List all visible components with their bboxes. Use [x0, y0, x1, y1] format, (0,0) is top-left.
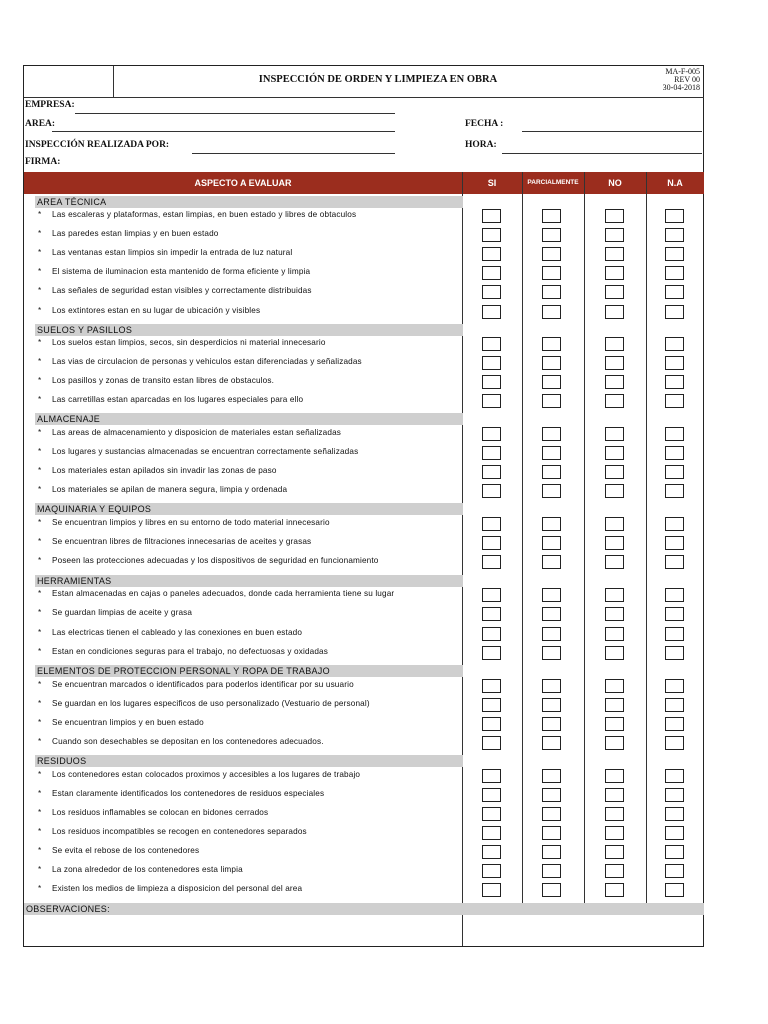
checklist-item-text: Las ventanas estan limpios sin impedir la entrada de luz natural [52, 248, 293, 257]
checklist-item [38, 864, 243, 876]
checkbox-no[interactable] [605, 465, 624, 479]
bullet: * [38, 699, 42, 708]
section-header: SUELOS Y PASILLOS [35, 324, 463, 336]
checklist-item [38, 247, 292, 259]
bullet: * [38, 357, 42, 366]
firma-label: FIRMA: [25, 157, 61, 167]
bullet: * [38, 718, 42, 727]
section-header: ALMACENAJE [35, 413, 463, 425]
checkbox-no[interactable] [605, 646, 624, 660]
checkbox-na[interactable] [665, 337, 684, 351]
checkbox-parcialmente[interactable] [542, 588, 561, 602]
checkbox-si[interactable] [482, 356, 501, 370]
bullet: * [38, 556, 42, 565]
checkbox-parcialmente[interactable] [542, 266, 561, 280]
checklist-item-text: Se encuentran limpios y libres en su entorno de todo material innecesario [52, 518, 330, 527]
checkbox-si[interactable] [482, 883, 501, 897]
checkbox-na[interactable] [665, 826, 684, 840]
empresa-label: EMPRESA: [25, 100, 75, 110]
form-code: MA-F-005 [665, 67, 700, 76]
header-no: NO [608, 178, 622, 188]
checkbox-no[interactable] [605, 826, 624, 840]
checklist-item [38, 465, 277, 477]
checkbox-no[interactable] [605, 394, 624, 408]
checklist-item-text: Las areas de almacenamiento y disposicion de materiales estan señalizadas [52, 428, 342, 437]
bullet: * [38, 338, 42, 347]
checklist-item [38, 375, 274, 387]
checklist-item-text: Se encuentran marcados o identificados para poderlos identificar por su usuario [52, 680, 354, 689]
checkbox-parcialmente[interactable] [542, 305, 561, 319]
checkbox-si[interactable] [482, 536, 501, 550]
area-label: AREA: [25, 119, 56, 129]
checkbox-no[interactable] [605, 517, 624, 531]
checkbox-parcialmente[interactable] [542, 484, 561, 498]
checkbox-na[interactable] [665, 305, 684, 319]
bullet: * [38, 846, 42, 855]
checklist-item-text: Se guardan en los lugares especificos de uso personalizado (Vestuario de personal) [52, 699, 370, 708]
section-header: RESIDUOS [35, 755, 463, 767]
checkbox-parcialmente[interactable] [542, 717, 561, 731]
checklist-item-text: Los residuos inflamables se colocan en bidones cerrados [52, 808, 269, 817]
checkbox-na[interactable] [665, 736, 684, 750]
checkbox-na[interactable] [665, 627, 684, 641]
checklist-item-text: Las paredes estan limpias y en buen estado [52, 229, 219, 238]
checkbox-si[interactable] [482, 446, 501, 460]
checkbox-parcialmente[interactable] [542, 679, 561, 693]
bullet: * [38, 884, 42, 893]
checkbox-na[interactable] [665, 588, 684, 602]
checklist-item [38, 883, 302, 895]
checklist-item-text: Existen los medios de limpieza a disposicion del personal del area [52, 884, 303, 893]
checkbox-na[interactable] [665, 536, 684, 550]
checkbox-no[interactable] [605, 484, 624, 498]
checkbox-si[interactable] [482, 228, 501, 242]
checkbox-parcialmente[interactable] [542, 845, 561, 859]
checkbox-na[interactable] [665, 717, 684, 731]
realizada-field[interactable] [192, 153, 395, 154]
checkbox-na[interactable] [665, 247, 684, 261]
checklist-item-text: Los lugares y sustancias almacenadas se encuentran correctamente señalizadas [52, 447, 359, 456]
checkbox-no[interactable] [605, 356, 624, 370]
bullet: * [38, 466, 42, 475]
bullet: * [38, 537, 42, 546]
checkbox-parcialmente[interactable] [542, 285, 561, 299]
checkbox-na[interactable] [665, 356, 684, 370]
checkbox-si[interactable] [482, 465, 501, 479]
checkbox-si[interactable] [482, 717, 501, 731]
checklist-item [38, 627, 302, 639]
checkbox-si[interactable] [482, 247, 501, 261]
checklist-item [38, 769, 360, 781]
checkbox-si[interactable] [482, 427, 501, 441]
checkbox-si[interactable] [482, 698, 501, 712]
checkbox-na[interactable] [665, 788, 684, 802]
checkbox-no[interactable] [605, 305, 624, 319]
checkbox-parcialmente[interactable] [542, 209, 561, 223]
form-title: INSPECCIÓN DE ORDEN Y LIMPIEZA EN OBRA [258, 74, 498, 85]
checklist-item [38, 285, 312, 297]
checkbox-no[interactable] [605, 228, 624, 242]
checklist-item-text: Cuando son desechables se depositan en los contenedores adecuados. [52, 737, 324, 746]
checklist-item [38, 427, 341, 439]
form-codes [600, 68, 700, 92]
section-header: MAQUINARIA Y EQUIPOS [35, 503, 463, 515]
checkbox-parcialmente[interactable] [542, 394, 561, 408]
checklist-item [38, 607, 192, 619]
fecha-label: FECHA : [465, 119, 504, 129]
checkbox-si[interactable] [482, 864, 501, 878]
checklist-item-text: Los contenedores estan colocados proximos y accesibles a los lugares de trabajo [52, 770, 361, 779]
checklist-item [38, 356, 362, 368]
checklist-item [38, 826, 307, 838]
checkbox-si[interactable] [482, 394, 501, 408]
checkbox-no[interactable] [605, 588, 624, 602]
bullet: * [38, 789, 42, 798]
checklist-item-text: Estan en condiciones seguras para el trabajo, no defectuosas y oxidadas [52, 647, 329, 656]
bullet: * [38, 827, 42, 836]
checkbox-parcialmente[interactable] [542, 698, 561, 712]
checklist-item-text: Las carretillas estan aparcadas en los lugares especiales para ello [52, 395, 304, 404]
checkbox-no[interactable] [605, 698, 624, 712]
checkbox-na[interactable] [665, 845, 684, 859]
checkbox-parcialmente[interactable] [542, 337, 561, 351]
checkbox-si[interactable] [482, 266, 501, 280]
checklist-item-text: Los materiales se apilan de manera segura, limpia y ordenada [52, 485, 288, 494]
checklist-item-text: Las vias de circulacion de personas y vehiculos estan diferenciadas y señalizadas [52, 357, 362, 366]
checkbox-no[interactable] [605, 375, 624, 389]
form-rev: REV 00 [674, 75, 700, 84]
bullet: * [38, 376, 42, 385]
checklist-item [38, 394, 303, 406]
checklist-item-text: Estan claramente identificados los contenedores de residuos especiales [52, 789, 325, 798]
checkbox-no[interactable] [605, 627, 624, 641]
hora-label: HORA: [465, 140, 497, 150]
checkbox-si[interactable] [482, 588, 501, 602]
checkbox-parcialmente[interactable] [542, 826, 561, 840]
col-line-3 [584, 172, 585, 903]
checklist-item-text: Los pasillos y zonas de transito estan libres de obstaculos. [52, 376, 274, 385]
checkbox-no[interactable] [605, 717, 624, 731]
form-date: 30-04-2018 [662, 83, 700, 92]
checkbox-parcialmente[interactable] [542, 427, 561, 441]
checklist-item [38, 228, 219, 240]
checklist-item [38, 588, 394, 600]
checkbox-no[interactable] [605, 536, 624, 550]
checkbox-na[interactable] [665, 394, 684, 408]
header-na: N.A [667, 178, 683, 188]
bullet: * [38, 229, 42, 238]
checkbox-si[interactable] [482, 845, 501, 859]
section-header: ELEMENTOS DE PROTECCION PERSONAL Y ROPA DE TRABAJO [35, 665, 463, 677]
checklist-item [38, 807, 268, 819]
checkbox-si[interactable] [482, 305, 501, 319]
checkbox-na[interactable] [665, 769, 684, 783]
checkbox-na[interactable] [665, 679, 684, 693]
checkbox-parcialmente[interactable] [542, 228, 561, 242]
bullet: * [38, 628, 42, 637]
checklist-item [38, 788, 324, 800]
checkbox-na[interactable] [665, 864, 684, 878]
checklist-item-text: Los materiales estan apilados sin invadir las zonas de paso [52, 466, 277, 475]
header-si: SI [487, 178, 497, 188]
checkbox-no[interactable] [605, 864, 624, 878]
observaciones-label: OBSERVACIONES: [24, 903, 704, 915]
checkbox-no[interactable] [605, 446, 624, 460]
checkbox-parcialmente[interactable] [542, 375, 561, 389]
bullet: * [38, 770, 42, 779]
area-field[interactable] [52, 131, 395, 132]
checklist-item-text: Poseen las protecciones adecuadas y los dispositivos de seguridad en funcionamiento [52, 556, 379, 565]
checklist-item [38, 536, 311, 548]
checkbox-na[interactable] [665, 285, 684, 299]
checkbox-parcialmente[interactable] [542, 736, 561, 750]
checklist-item-text: Se evita el rebose de los contenedores [52, 846, 200, 855]
checkbox-no[interactable] [605, 337, 624, 351]
col-line-2 [522, 172, 523, 903]
checkbox-no[interactable] [605, 285, 624, 299]
checkbox-si[interactable] [482, 517, 501, 531]
checklist-item-text: Se encuentran limpios y en buen estado [52, 718, 204, 727]
checkbox-parcialmente[interactable] [542, 627, 561, 641]
bullet: * [38, 447, 42, 456]
checklist-item-text: Las electricas tienen el cableado y las conexiones en buen estado [52, 628, 303, 637]
bullet: * [38, 589, 42, 598]
checklist-item [38, 646, 328, 658]
checkbox-no[interactable] [605, 607, 624, 621]
header-bottom-line [24, 97, 704, 98]
header-parcial: PARCIALMENTE [527, 179, 579, 186]
checkbox-si[interactable] [482, 788, 501, 802]
col-line-4 [646, 172, 647, 903]
checkbox-parcialmente[interactable] [542, 465, 561, 479]
checkbox-parcialmente[interactable] [542, 769, 561, 783]
bullet: * [38, 286, 42, 295]
checklist-item-text: La zona alrededor de los contenedores esta limpia [52, 865, 243, 874]
checklist-item [38, 698, 370, 710]
bullet: * [38, 647, 42, 656]
checkbox-parcialmente[interactable] [542, 864, 561, 878]
checkbox-si[interactable] [482, 607, 501, 621]
header-aspecto: ASPECTO A EVALUAR [194, 178, 292, 188]
checkbox-na[interactable] [665, 209, 684, 223]
realizada-label: INSPECCIÓN REALIZADA POR: [25, 140, 170, 150]
bullet: * [38, 680, 42, 689]
bullet: * [38, 395, 42, 404]
checklist-item-text: Se encuentran libres de filtraciones innecesarias de aceites y grasas [52, 537, 312, 546]
checkbox-na[interactable] [665, 883, 684, 897]
checkbox-si[interactable] [482, 826, 501, 840]
bullet: * [38, 485, 42, 494]
bullet: * [38, 267, 42, 276]
checkbox-si[interactable] [482, 209, 501, 223]
checkbox-parcialmente[interactable] [542, 247, 561, 261]
checkbox-parcialmente[interactable] [542, 536, 561, 550]
fecha-field[interactable] [522, 131, 702, 132]
bullet: * [38, 608, 42, 617]
checkbox-na[interactable] [665, 484, 684, 498]
bullet: * [38, 428, 42, 437]
checklist-item [38, 717, 204, 729]
checkbox-parcialmente[interactable] [542, 555, 561, 569]
bullet: * [38, 248, 42, 257]
checkbox-no[interactable] [605, 266, 624, 280]
checkbox-si[interactable] [482, 736, 501, 750]
checklist-item [38, 484, 287, 496]
checkbox-na[interactable] [665, 517, 684, 531]
checkbox-parcialmente[interactable] [542, 356, 561, 370]
checkbox-no[interactable] [605, 679, 624, 693]
checkbox-no[interactable] [605, 769, 624, 783]
empresa-field[interactable] [75, 113, 395, 114]
checkbox-na[interactable] [665, 228, 684, 242]
bullet: * [38, 518, 42, 527]
col-line-1 [462, 172, 463, 946]
table-header [24, 172, 704, 194]
checkbox-no[interactable] [605, 427, 624, 441]
checkbox-si[interactable] [482, 769, 501, 783]
checklist-item-text: Se guardan limpias de aceite y grasa [52, 608, 193, 617]
checkbox-si[interactable] [482, 679, 501, 693]
checklist-item [38, 679, 354, 691]
checkbox-na[interactable] [665, 465, 684, 479]
checkbox-parcialmente[interactable] [542, 517, 561, 531]
bullet: * [38, 737, 42, 746]
checkbox-si[interactable] [482, 627, 501, 641]
checklist-item [38, 446, 358, 458]
checkbox-si[interactable] [482, 555, 501, 569]
checkbox-na[interactable] [665, 266, 684, 280]
bullet: * [38, 210, 42, 219]
checklist-item [38, 305, 260, 317]
checkbox-no[interactable] [605, 247, 624, 261]
checkbox-parcialmente[interactable] [542, 646, 561, 660]
checklist-item [38, 517, 330, 529]
checkbox-na[interactable] [665, 698, 684, 712]
checkbox-na[interactable] [665, 646, 684, 660]
checklist-item-text: El sistema de iluminacion esta mantenido de forma eficiente y limpia [52, 267, 311, 276]
checklist-item [38, 209, 356, 221]
checklist-item [38, 555, 379, 567]
section-header: HERRAMIENTAS [35, 575, 463, 587]
checklist-item [38, 266, 310, 278]
checklist-item [38, 337, 326, 349]
checklist-item [38, 845, 199, 857]
checkbox-na[interactable] [665, 807, 684, 821]
section-header: AREA TÉCNICA [35, 196, 463, 208]
checklist-item-text: Las escaleras y plataformas, estan limpias, en buen estado y libres de obtaculos [52, 210, 357, 219]
checkbox-na[interactable] [665, 555, 684, 569]
checkbox-no[interactable] [605, 807, 624, 821]
bullet: * [38, 865, 42, 874]
checklist-item-text: Las señales de seguridad estan visibles y correctamente distribuidas [52, 286, 312, 295]
checkbox-parcialmente[interactable] [542, 788, 561, 802]
checkbox-si[interactable] [482, 484, 501, 498]
bullet: * [38, 808, 42, 817]
checkbox-na[interactable] [665, 375, 684, 389]
checkbox-parcialmente[interactable] [542, 607, 561, 621]
hora-field[interactable] [502, 153, 702, 154]
checkbox-no[interactable] [605, 788, 624, 802]
checkbox-no[interactable] [605, 845, 624, 859]
checkbox-no[interactable] [605, 209, 624, 223]
checkbox-si[interactable] [482, 646, 501, 660]
checklist-item-text: Los extintores estan en su lugar de ubicación y visibles [52, 306, 261, 315]
checkbox-no[interactable] [605, 736, 624, 750]
checkbox-parcialmente[interactable] [542, 446, 561, 460]
checkbox-parcialmente[interactable] [542, 807, 561, 821]
checkbox-no[interactable] [605, 555, 624, 569]
checklist-item-text: Estan almacenadas en cajas o paneles adecuados, donde cada herramienta tiene su lugar [52, 589, 395, 598]
checkbox-parcialmente[interactable] [542, 883, 561, 897]
checkbox-si[interactable] [482, 807, 501, 821]
checklist-item-text: Los residuos incompatibles se recogen en contenedores separados [52, 827, 307, 836]
checkbox-na[interactable] [665, 446, 684, 460]
checklist-item [38, 736, 324, 748]
checkbox-si[interactable] [482, 337, 501, 351]
checkbox-si[interactable] [482, 285, 501, 299]
checkbox-na[interactable] [665, 607, 684, 621]
checkbox-no[interactable] [605, 883, 624, 897]
bullet: * [38, 306, 42, 315]
checkbox-si[interactable] [482, 375, 501, 389]
checklist-item-text: Los suelos estan limpios, secos, sin desperdicios ni material innecesario [52, 338, 326, 347]
checkbox-na[interactable] [665, 427, 684, 441]
